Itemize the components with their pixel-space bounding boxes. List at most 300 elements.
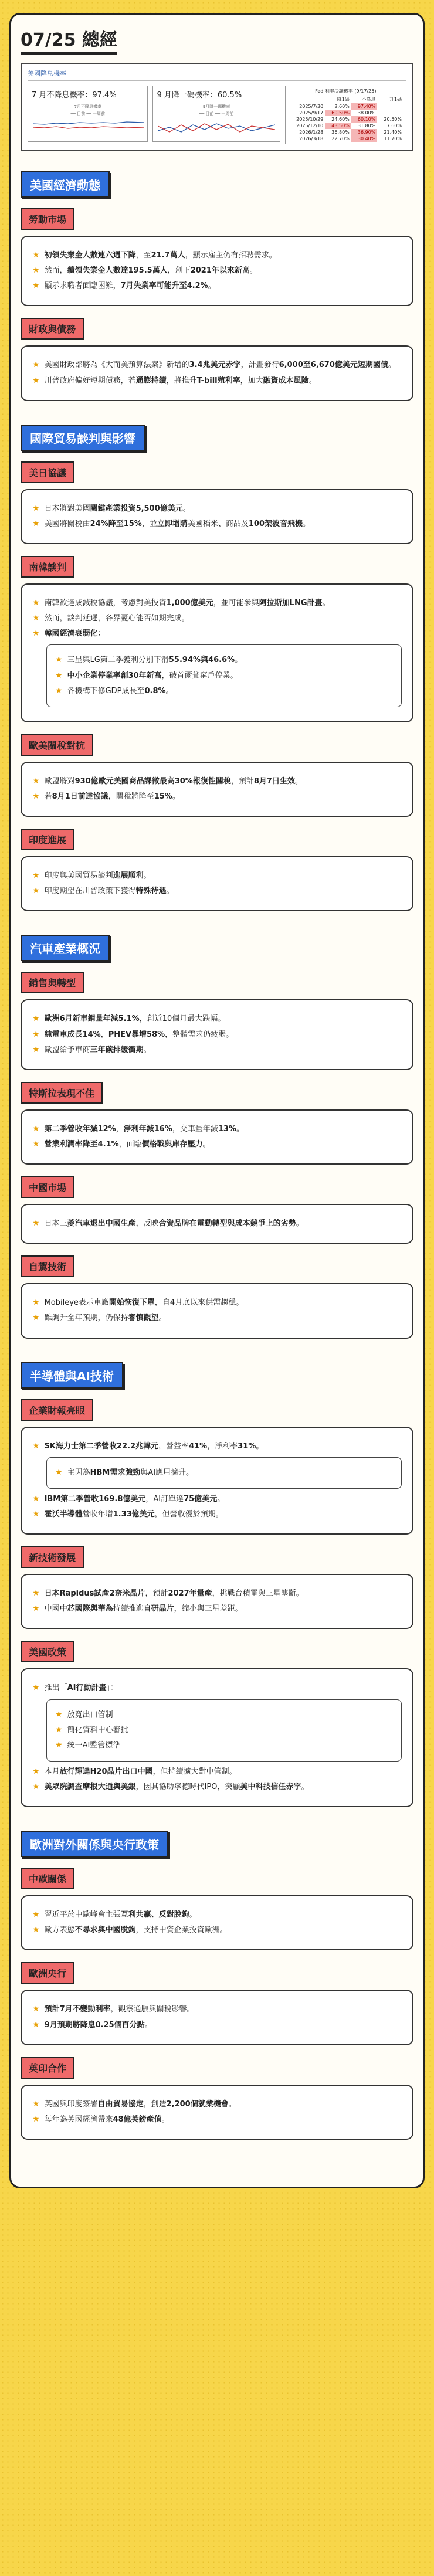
bullet-segment: 持續推進 bbox=[113, 1604, 144, 1614]
bullet-segment: 。 bbox=[249, 266, 257, 276]
content-card bbox=[21, 2085, 413, 2140]
bullet-emphasis: IBM第二季營收169.8億美元 bbox=[44, 1494, 146, 1503]
bullet-segment: 。 bbox=[189, 1910, 197, 1920]
star-icon: ★ bbox=[32, 250, 40, 260]
bullet-segment: ，支持中資企業投資歐洲。 bbox=[135, 1926, 228, 1935]
bullet-emphasis: 1.33億美元 bbox=[113, 1509, 155, 1519]
bullet-item bbox=[32, 280, 402, 292]
bullet-segment: ，交車量年減 bbox=[172, 1124, 218, 1133]
probability-table bbox=[288, 96, 404, 142]
subsection-title: 財政與債務 bbox=[21, 318, 84, 340]
bullet-item bbox=[32, 503, 402, 515]
bullet-segment: 。 bbox=[301, 1783, 309, 1792]
bullet-emphasis: 續領失業金人數達195.5萬人 bbox=[67, 266, 168, 276]
bullet-segment: Mobileye表示車廠 bbox=[44, 1298, 109, 1308]
table-cell: 38.00% bbox=[357, 110, 376, 116]
bullet-text bbox=[45, 1139, 211, 1150]
table-cell: 97.40% bbox=[351, 103, 378, 110]
bullet-text bbox=[45, 1603, 243, 1615]
bullet-text bbox=[67, 654, 243, 666]
bullet-segment: 日本將對美國 bbox=[44, 504, 90, 513]
star-icon: ★ bbox=[32, 375, 40, 385]
bullet-item bbox=[32, 870, 402, 882]
fedwatch-table bbox=[285, 86, 406, 144]
star-icon: ★ bbox=[32, 598, 40, 607]
star-icon: ★ bbox=[32, 266, 40, 276]
bullet-segment: 。 bbox=[217, 1494, 225, 1503]
bullet-segment: ，並 bbox=[141, 519, 157, 528]
bullet-segment: 習近平於中歐峰會主張 bbox=[44, 1910, 121, 1920]
subsection bbox=[21, 2057, 413, 2140]
star-icon: ★ bbox=[32, 1044, 40, 1054]
table-cell: 21.40% bbox=[384, 130, 402, 135]
bullet-item bbox=[32, 1925, 402, 1936]
bullet-segment: 美國稻米、商品及 bbox=[187, 519, 249, 528]
bullet-item bbox=[32, 1603, 402, 1615]
page-title: 07/25 總經 bbox=[21, 25, 117, 55]
subsection bbox=[21, 1255, 413, 1338]
bullet-segment: 。 bbox=[202, 1139, 211, 1149]
bullet-emphasis: 日本Rapidus試產2奈米晶片 bbox=[44, 1589, 145, 1598]
table-row bbox=[288, 135, 404, 142]
bullet-item bbox=[32, 1781, 402, 1793]
bullet-emphasis: 霍沃半導體 bbox=[44, 1509, 83, 1519]
bullet-item bbox=[32, 359, 402, 371]
bullet-text bbox=[45, 1909, 197, 1921]
bullet-segment: ，顯示雇主仍有招聘需求。 bbox=[185, 251, 277, 260]
star-icon: ★ bbox=[32, 1014, 40, 1024]
bullet-segment: ，關稅將降至 bbox=[108, 792, 154, 801]
bullet-text bbox=[45, 1029, 234, 1041]
bullet-segment: ，淨利率 bbox=[207, 1441, 238, 1451]
table-row bbox=[288, 110, 404, 116]
table-cell: 2.60% bbox=[334, 104, 350, 109]
star-icon: ★ bbox=[55, 655, 63, 665]
bullet-item bbox=[55, 1467, 393, 1479]
bullet-segment: 雖調升全年預期，仍保持 bbox=[44, 1314, 128, 1323]
panel-legend: ── 目前 ── 一周前 bbox=[199, 111, 234, 116]
nested-card bbox=[46, 1699, 402, 1762]
bullet-emphasis: 美中科技信任赤字 bbox=[240, 1783, 301, 1792]
bullet-segment: 。 bbox=[322, 598, 330, 607]
section-title: 汽車產業概況 bbox=[21, 935, 110, 961]
report-page bbox=[9, 13, 425, 2188]
subsection-title: 勞動市場 bbox=[21, 208, 74, 230]
star-icon: ★ bbox=[32, 1766, 40, 1776]
table-cell: 7.60% bbox=[386, 123, 402, 128]
star-icon: ★ bbox=[55, 1467, 63, 1477]
bullet-emphasis: 通膨持續 bbox=[135, 376, 167, 385]
bullet-emphasis: HBM需求強勁 bbox=[90, 1468, 141, 1477]
bullet-segment: 。 bbox=[182, 504, 191, 513]
bullet-segment: ，營益率 bbox=[158, 1441, 189, 1451]
bullet-emphasis: 21.7萬人 bbox=[151, 251, 185, 260]
fedwatch-header: 美國降息機率 bbox=[28, 69, 406, 81]
bullet-emphasis: 55.94%與46.6% bbox=[168, 656, 235, 665]
sparkline-july bbox=[33, 119, 144, 137]
section-title: 國際貿易談判與影響 bbox=[21, 425, 145, 451]
bullet-item bbox=[32, 598, 402, 609]
bullet-text bbox=[45, 776, 303, 788]
footer-strip bbox=[21, 2163, 413, 2171]
subsection bbox=[21, 1868, 413, 1950]
bullet-segment: ， bbox=[116, 1124, 124, 1133]
bullet-emphasis: T-bill殖利率 bbox=[196, 376, 240, 385]
table-cell: 36.80% bbox=[331, 130, 350, 135]
panel-subtitle: 7月不降息機率 bbox=[74, 104, 101, 109]
bullet-segment: ， bbox=[100, 1030, 108, 1039]
bullet-segment: ，加大 bbox=[240, 376, 263, 385]
subsection bbox=[21, 208, 413, 306]
subsection-title: 中歐關係 bbox=[21, 1868, 74, 1889]
bullet-segment: ，挑戰台積電與三星壟斷。 bbox=[212, 1589, 304, 1598]
bullet-item bbox=[32, 1766, 402, 1778]
bullet-item bbox=[32, 250, 402, 262]
star-icon: ★ bbox=[32, 2004, 40, 2014]
bullet-emphasis: 中芯國際與華為 bbox=[59, 1604, 113, 1614]
table-cell: 2025/7/30 bbox=[299, 104, 324, 109]
star-icon: ★ bbox=[32, 1782, 40, 1792]
star-icon: ★ bbox=[32, 613, 40, 623]
table-cell: 2026/3/18 bbox=[299, 136, 324, 141]
bullet-segment: 放寬出口管制 bbox=[67, 1710, 113, 1719]
subsection bbox=[21, 829, 413, 911]
bullet-segment: 每年為英國經濟帶來 bbox=[44, 2115, 113, 2124]
bullet-segment: 歐方表態 bbox=[44, 1926, 75, 1935]
bullet-emphasis: 預計7月不變動利率 bbox=[44, 2005, 111, 2014]
bullet-text bbox=[45, 1682, 118, 1694]
table-header-cell: 升1碼 bbox=[389, 97, 402, 102]
bullet-item bbox=[32, 1494, 402, 1505]
subsection-title: 南韓談判 bbox=[21, 556, 74, 578]
bullet-emphasis: 13% bbox=[218, 1124, 236, 1133]
star-icon: ★ bbox=[32, 1604, 40, 1614]
bullet-segment: 統一AI監管標準 bbox=[67, 1740, 121, 1750]
bullet-emphasis: 特殊待遇 bbox=[135, 887, 167, 896]
subsection-title: 自駕技術 bbox=[21, 1255, 74, 1277]
bullet-segment: ，將推升 bbox=[166, 376, 197, 385]
bullet-segment: ，觀察通脹與關稅影響。 bbox=[110, 2005, 195, 2014]
bullet-text bbox=[45, 2114, 169, 2126]
bullet-item bbox=[32, 776, 402, 788]
table-row bbox=[288, 116, 404, 123]
subsection-title: 英印合作 bbox=[21, 2057, 74, 2079]
star-icon: ★ bbox=[32, 776, 40, 786]
bullet-emphasis: 31% bbox=[238, 1441, 256, 1451]
content-card bbox=[21, 583, 413, 722]
star-icon: ★ bbox=[32, 503, 40, 513]
subsection bbox=[21, 1082, 413, 1165]
bullet-segment: ，至 bbox=[135, 251, 151, 260]
bullet-emphasis: 8月7日生效 bbox=[253, 776, 295, 786]
bullet-emphasis: 930億歐元美國商品課徵最高30%報復性關稅 bbox=[74, 776, 231, 786]
table-cell: 30.40% bbox=[351, 135, 378, 142]
bullet-text bbox=[45, 265, 257, 277]
subsection-title: 美日協議 bbox=[21, 461, 74, 483]
section-title: 美國經濟動態 bbox=[21, 171, 110, 198]
star-icon: ★ bbox=[32, 2099, 40, 2109]
star-icon: ★ bbox=[32, 518, 40, 528]
bullet-text bbox=[45, 518, 310, 530]
bullet-item bbox=[55, 670, 393, 682]
bullet-emphasis: 阿拉斯加LNG計畫 bbox=[259, 598, 323, 607]
panel-title: 7 月不降息機率：97.4% bbox=[32, 89, 144, 101]
bullet-emphasis: 75億美元 bbox=[184, 1494, 218, 1503]
bullet-segment: 。 bbox=[161, 2115, 169, 2124]
bullet-segment: ，但持續擴大對中管制。 bbox=[152, 1767, 237, 1776]
bullet-item bbox=[32, 1312, 402, 1324]
bullet-segment: ，預計 bbox=[230, 776, 254, 786]
bullet-text bbox=[45, 503, 191, 515]
bullet-segment: 印度與美國貿易談判 bbox=[44, 871, 113, 881]
bullet-text bbox=[45, 628, 106, 640]
bullet-segment: ，創造 bbox=[143, 2099, 167, 2109]
bullet-emphasis: 2,200個就業機會 bbox=[166, 2099, 229, 2109]
table-caption: Fed 利率決議機率 (9/17/25) bbox=[315, 89, 377, 94]
fedwatch-card bbox=[21, 63, 413, 151]
bullet-emphasis: 3.4兆美元赤字 bbox=[189, 361, 241, 370]
table-cell: 20.50% bbox=[384, 117, 402, 122]
subsection-title: 印度進展 bbox=[21, 829, 74, 850]
bullet-item bbox=[32, 1909, 402, 1921]
bullet-item bbox=[55, 1740, 393, 1752]
bullet-segment: 若 bbox=[44, 792, 52, 801]
bullet-segment: ，自4月底以來供需趨穩。 bbox=[154, 1298, 244, 1308]
bullet-segment: 。 bbox=[256, 1441, 264, 1451]
sections-container bbox=[21, 171, 413, 2140]
bullet-segment: 。 bbox=[208, 281, 216, 291]
table-cell: 31.80% bbox=[357, 123, 376, 128]
bullet-segment: 英國與印度簽署 bbox=[44, 2099, 98, 2109]
bullet-segment: ，整體需求仍疲弱。 bbox=[165, 1030, 234, 1039]
bullet-emphasis: 關鍵產業投資5,500億美元 bbox=[90, 504, 183, 513]
bullet-text bbox=[45, 2004, 195, 2015]
bullet-emphasis: 41% bbox=[189, 1441, 208, 1451]
bullet-segment: 。 bbox=[294, 776, 303, 786]
bullet-text bbox=[45, 1297, 244, 1309]
bullet-emphasis: 0.8% bbox=[144, 686, 166, 695]
table-cell bbox=[377, 103, 404, 110]
bullet-text bbox=[45, 1766, 237, 1778]
bullet-item bbox=[32, 1013, 402, 1025]
subsection-title: 特斯拉表現不佳 bbox=[21, 1082, 103, 1104]
bullet-segment: ，創近10個月最大跌幅。 bbox=[139, 1014, 226, 1024]
star-icon: ★ bbox=[55, 670, 63, 680]
bullet-item bbox=[32, 1139, 402, 1150]
bullet-text bbox=[45, 359, 396, 371]
bullet-item bbox=[32, 518, 402, 530]
bullet-segment: 。 bbox=[143, 871, 151, 881]
content-card bbox=[21, 762, 413, 817]
bullet-emphasis: 1,000億美元 bbox=[166, 598, 213, 607]
content-card bbox=[21, 1109, 413, 1165]
panel-title: 9 月降一碼機率：60.5% bbox=[157, 89, 276, 101]
bullet-emphasis: 9月預期將降息0.25個百分點 bbox=[44, 2020, 145, 2029]
table-header-cell: 降1碼 bbox=[337, 97, 350, 102]
bullet-item bbox=[32, 1297, 402, 1309]
bullet-item bbox=[32, 2004, 402, 2015]
table-cell: 2025/10/29 bbox=[296, 117, 324, 122]
star-icon: ★ bbox=[32, 886, 40, 896]
bullet-item bbox=[55, 654, 393, 666]
star-icon: ★ bbox=[32, 1313, 40, 1323]
bullet-emphasis: 自由貿易協定 bbox=[97, 2099, 144, 2109]
bullet-emphasis: 初領失業金人數連六週下降 bbox=[44, 251, 136, 260]
sparkline-sept bbox=[158, 119, 275, 137]
bullet-emphasis: 純電車成長14% bbox=[44, 1030, 101, 1039]
bullet-emphasis: 進展順利 bbox=[113, 871, 144, 881]
bullet-segment: 三星與LG第二季獲利分別下滑 bbox=[67, 656, 169, 665]
bullet-segment: 南韓欲達成減稅協議，考慮對美投資 bbox=[44, 598, 167, 607]
table-cell bbox=[377, 110, 404, 116]
bullet-emphasis: 7月失業率可能升至4.2% bbox=[120, 281, 208, 291]
panel-legend: ── 目前 ── 一周前 bbox=[70, 111, 105, 116]
table-cell: 2025/9/17 bbox=[299, 110, 324, 116]
content-card bbox=[21, 999, 413, 1070]
table-cell: 11.70% bbox=[384, 136, 402, 141]
subsection bbox=[21, 734, 413, 817]
bullet-segment: 推出「 bbox=[44, 1684, 67, 1693]
bullet-segment: ，並可能參與 bbox=[213, 598, 259, 607]
bullet-emphasis: 放行輝達H20晶片出口中國 bbox=[59, 1767, 153, 1776]
star-icon: ★ bbox=[32, 281, 40, 291]
section-title: 半導體與AI技術 bbox=[21, 1362, 123, 1389]
subsection bbox=[21, 1962, 413, 2045]
bullet-emphasis: 中小企業停業率創30年新高 bbox=[67, 671, 162, 680]
bullet-segment: ，縮小與三星差距。 bbox=[174, 1604, 243, 1614]
bullet-text bbox=[45, 1925, 228, 1936]
bullet-emphasis: 100架波音飛機 bbox=[248, 519, 303, 528]
bullet-segment: 。 bbox=[158, 1314, 167, 1323]
table-cell: 2025/12/10 bbox=[296, 123, 324, 128]
bullet-text bbox=[45, 1218, 304, 1230]
bullet-segment: 日本三 bbox=[44, 1219, 67, 1228]
content-card bbox=[21, 236, 413, 306]
subsection bbox=[21, 1176, 413, 1244]
sparkline-current bbox=[158, 124, 275, 132]
bullet-text bbox=[45, 598, 330, 609]
bullet-text bbox=[45, 2099, 236, 2110]
bullet-segment: 各機構下修GDP成長至 bbox=[67, 686, 145, 695]
bullet-segment: 。 bbox=[172, 792, 180, 801]
bullet-text bbox=[45, 1013, 226, 1025]
bullet-text bbox=[67, 1709, 113, 1721]
section bbox=[21, 1362, 413, 1808]
subsection bbox=[21, 556, 413, 722]
content-card bbox=[21, 1990, 413, 2045]
bullet-text bbox=[45, 375, 317, 387]
bullet-emphasis: 2021年以來新高 bbox=[190, 266, 250, 276]
subsection-title: 歐美關稅對抗 bbox=[21, 734, 93, 756]
sparkline-current bbox=[33, 122, 144, 124]
bullet-segment: ，因其協助寧德時代IPO，突顯 bbox=[135, 1783, 240, 1792]
star-icon: ★ bbox=[55, 1740, 63, 1750]
bullet-text bbox=[45, 1124, 244, 1135]
bullet-emphasis: 價格戰與庫存壓力 bbox=[141, 1139, 203, 1149]
bullet-text bbox=[45, 1494, 225, 1505]
table-header-cell: 不降息 bbox=[361, 97, 376, 102]
bullet-segment: ，破首爾貧窮戶停業。 bbox=[161, 671, 238, 680]
star-icon: ★ bbox=[32, 629, 40, 639]
bullet-item bbox=[32, 1682, 402, 1694]
bullet-item bbox=[32, 1124, 402, 1135]
bullet-item bbox=[32, 613, 402, 625]
bullet-emphasis: 開始恢復下單 bbox=[108, 1298, 155, 1308]
table-row bbox=[288, 129, 404, 135]
table-header-cell bbox=[288, 96, 326, 103]
star-icon: ★ bbox=[32, 1589, 40, 1598]
star-icon: ★ bbox=[32, 871, 40, 881]
bullet-text bbox=[67, 1467, 194, 1479]
table-cell: 22.70% bbox=[331, 136, 350, 141]
bullet-text bbox=[45, 885, 174, 897]
table-cell: 43.50% bbox=[325, 123, 351, 129]
bullet-segment: 然而，談判延遲，各界憂心能否如期完成。 bbox=[44, 614, 189, 623]
bullet-emphasis: 韓國經濟衰弱化 bbox=[44, 629, 98, 639]
table-row bbox=[288, 123, 404, 129]
bullet-text bbox=[67, 1740, 121, 1752]
star-icon: ★ bbox=[55, 1725, 63, 1735]
bullet-segment: 簡化資料中心審批 bbox=[67, 1725, 128, 1735]
bullet-emphasis: 2027年量產 bbox=[168, 1589, 212, 1598]
bullet-text bbox=[67, 670, 238, 682]
bullet-item bbox=[55, 1725, 393, 1736]
bullet-segment: ，創下 bbox=[167, 266, 191, 276]
bullet-segment: ，但營收優於預期。 bbox=[154, 1509, 223, 1519]
subsection bbox=[21, 972, 413, 1070]
content-card bbox=[21, 1574, 413, 1629]
bullet-emphasis: 歐洲6月新車銷量年減5.1% bbox=[44, 1014, 140, 1024]
section bbox=[21, 1831, 413, 2140]
bullet-segment: 主因為 bbox=[67, 1468, 90, 1477]
bullet-emphasis: 互利共贏、反對脫鉤 bbox=[120, 1910, 189, 1920]
star-icon: ★ bbox=[32, 1925, 40, 1935]
table-cell: 24.60% bbox=[331, 117, 350, 122]
bullet-emphasis: SK海力士第二季營收22.2兆韓元 bbox=[44, 1441, 159, 1451]
bullet-emphasis: 15% bbox=[154, 792, 172, 801]
bullet-segment: 美國財政部將為《大而美預算法案》新增的 bbox=[44, 361, 189, 370]
bullet-text bbox=[45, 1588, 304, 1600]
bullet-emphasis: 營業利潤率降至4.1% bbox=[44, 1139, 119, 1149]
bullet-segment: 。 bbox=[143, 1045, 151, 1054]
fedwatch-panel-july bbox=[28, 86, 148, 142]
bullet-segment: 然而， bbox=[44, 266, 67, 276]
bullet-text bbox=[45, 870, 151, 882]
bullet-emphasis: 淨利年減16% bbox=[123, 1124, 172, 1133]
bullet-item bbox=[32, 1509, 402, 1521]
bullet-segment: 本月 bbox=[44, 1767, 60, 1776]
bullet-text bbox=[45, 1044, 151, 1056]
star-icon: ★ bbox=[32, 1124, 40, 1133]
fedwatch-panel-sept bbox=[152, 86, 280, 142]
star-icon: ★ bbox=[32, 791, 40, 801]
nested-card bbox=[46, 1457, 402, 1489]
bullet-text bbox=[45, 791, 180, 803]
bullet-text bbox=[45, 250, 277, 262]
table-row bbox=[288, 103, 404, 110]
bullet-emphasis: 合資品牌在電動轉型與成本競爭上的劣勢 bbox=[158, 1219, 296, 1228]
panel-subtitle: 9月降一碼機率 bbox=[202, 104, 230, 109]
nested-card bbox=[46, 644, 402, 707]
subsection bbox=[21, 1399, 413, 1535]
content-card bbox=[21, 1427, 413, 1535]
bullet-emphasis: 立即增購 bbox=[157, 519, 188, 528]
star-icon: ★ bbox=[55, 1709, 63, 1719]
bullet-item bbox=[32, 1029, 402, 1041]
table-cell: 36.90% bbox=[351, 129, 378, 135]
sparkline-week-ago bbox=[158, 124, 275, 132]
bullet-segment: 。 bbox=[235, 656, 243, 665]
